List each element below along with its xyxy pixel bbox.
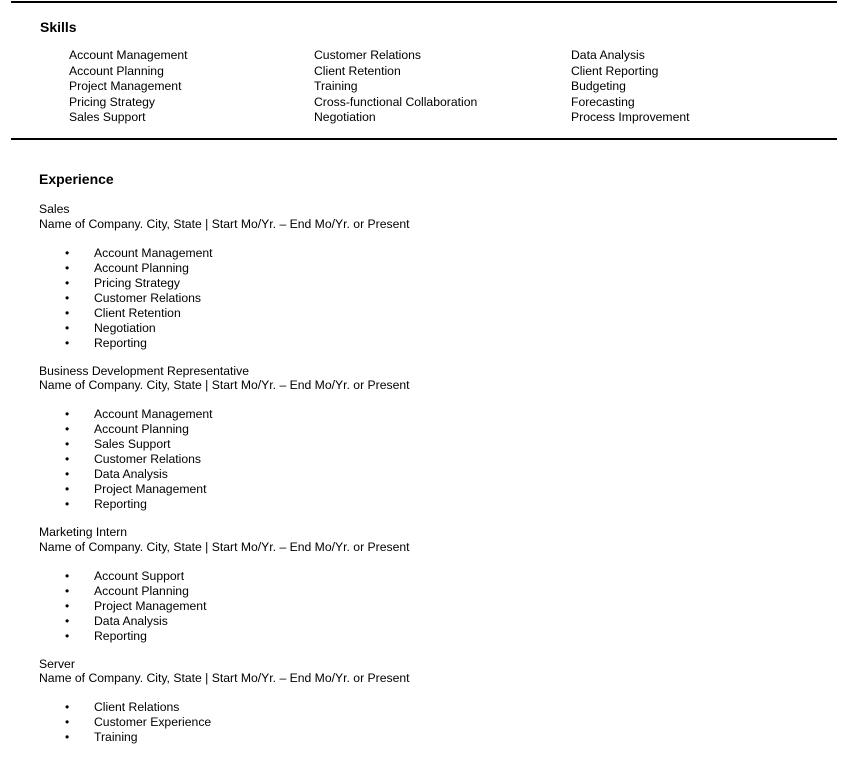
list-item <box>39 614 829 629</box>
experience-list <box>39 202 829 758</box>
bullet-icon: • <box>65 700 70 714</box>
list-item <box>39 437 829 452</box>
list-item <box>39 246 829 261</box>
job-duties <box>39 246 829 351</box>
bullet-icon: • <box>65 335 70 350</box>
list-item <box>39 700 829 715</box>
skill-item: Budgeting <box>571 79 626 93</box>
duty-text: Customer Relations <box>94 452 202 466</box>
skills-column-3 <box>571 48 690 126</box>
bullet-icon: • <box>65 245 70 260</box>
list-item <box>39 291 829 306</box>
duty-text: Client Relations <box>94 700 180 714</box>
skills-column-1 <box>69 48 188 126</box>
job-entry-marketing-intern <box>39 525 829 644</box>
experience-heading: Experience <box>39 171 114 187</box>
job-title: Server <box>39 656 75 671</box>
list-item <box>39 336 829 351</box>
job-title: Marketing Intern <box>39 525 128 539</box>
duty-text: Pricing Strategy <box>94 275 181 290</box>
bullet-icon: • <box>65 613 70 628</box>
bullet-icon: • <box>65 452 70 466</box>
section-divider <box>11 138 837 140</box>
duty-text: Negotiation <box>94 320 156 335</box>
duty-text: Account Management <box>94 245 213 260</box>
skill-item: Negotiation <box>314 110 376 124</box>
skill-item: Project Management <box>69 79 182 93</box>
job-company-dates: Name of Company. City, State | Start Mo/Yr. – End Mo/Yr. or Present <box>39 539 410 554</box>
duty-text: Reporting <box>94 497 147 511</box>
list-item <box>39 599 829 614</box>
bullet-icon: • <box>65 568 70 583</box>
job-entry-business-development <box>39 364 829 513</box>
duty-text: Account Planning <box>94 422 189 436</box>
duty-text: Customer Experience <box>94 715 212 729</box>
bullet-icon: • <box>65 583 70 598</box>
duty-text: Data Analysis <box>94 467 168 481</box>
skill-item: Client Retention <box>314 63 401 78</box>
bullet-icon: • <box>65 407 70 421</box>
duty-text: Sales Support <box>94 437 171 451</box>
list-item <box>39 629 829 644</box>
duty-text: Reporting <box>94 335 147 350</box>
bullet-icon: • <box>65 715 70 729</box>
bullet-icon: • <box>65 482 70 496</box>
list-item <box>39 407 829 422</box>
job-title: Business Development Representative <box>39 363 250 378</box>
list-item <box>39 276 829 291</box>
skill-item: Forecasting <box>571 94 635 109</box>
job-company-dates: Name of Company. City, State | Start Mo/Yr. – End Mo/Yr. or Present <box>39 378 410 392</box>
top-divider <box>11 1 837 3</box>
bullet-icon: • <box>65 598 70 613</box>
skill-item: Customer Relations <box>314 48 422 62</box>
skill-item: Pricing Strategy <box>69 94 156 109</box>
duty-text: Training <box>94 730 138 744</box>
bullet-icon: • <box>65 422 70 436</box>
skill-item: Data Analysis <box>571 48 645 62</box>
skill-item: Cross-functional Collaboration <box>314 94 478 109</box>
skill-item: Training <box>314 79 358 93</box>
duty-text: Project Management <box>94 598 207 613</box>
list-item <box>39 261 829 276</box>
list-item <box>39 422 829 437</box>
job-title: Sales <box>39 202 70 216</box>
bullet-icon: • <box>65 730 70 744</box>
list-item <box>39 321 829 336</box>
duty-text: Account Support <box>94 568 185 583</box>
list-item <box>39 569 829 584</box>
job-company-dates: Name of Company. City, State | Start Mo/Yr. – End Mo/Yr. or Present <box>39 216 410 231</box>
bullet-icon: • <box>65 437 70 451</box>
skill-item: Account Management <box>69 48 188 62</box>
job-entry-server <box>39 657 829 746</box>
bullet-icon: • <box>65 467 70 481</box>
skills-heading: Skills <box>40 19 77 35</box>
skill-item: Process Improvement <box>571 110 690 124</box>
list-item <box>39 730 829 745</box>
list-item <box>39 482 829 497</box>
skills-column-2 <box>314 48 477 126</box>
skill-item: Sales Support <box>69 110 146 124</box>
duty-text: Account Planning <box>94 583 189 598</box>
bullet-icon: • <box>65 275 70 290</box>
skill-item: Client Reporting <box>571 63 659 78</box>
bullet-icon: • <box>65 497 70 511</box>
skill-item: Account Planning <box>69 63 164 78</box>
bullet-icon: • <box>65 320 70 335</box>
job-duties <box>39 700 829 745</box>
duty-text: Customer Relations <box>94 290 202 305</box>
job-duties <box>39 569 829 644</box>
duty-text: Project Management <box>94 482 207 496</box>
bullet-icon: • <box>65 260 70 275</box>
bullet-icon: • <box>65 290 70 305</box>
duty-text: Account Planning <box>94 260 189 275</box>
duty-text: Data Analysis <box>94 613 168 628</box>
duty-text: Client Retention <box>94 305 181 320</box>
list-item <box>39 584 829 599</box>
list-item <box>39 497 829 512</box>
bullet-icon: • <box>65 628 70 643</box>
job-entry-sales <box>39 202 829 351</box>
list-item <box>39 715 829 730</box>
bullet-icon: • <box>65 305 70 320</box>
list-item <box>39 306 829 321</box>
job-company-dates: Name of Company. City, State | Start Mo/Yr. – End Mo/Yr. or Present <box>39 671 410 685</box>
list-item <box>39 467 829 482</box>
duty-text: Account Management <box>94 407 213 421</box>
duty-text: Reporting <box>94 628 147 643</box>
list-item <box>39 452 829 467</box>
job-duties <box>39 407 829 512</box>
